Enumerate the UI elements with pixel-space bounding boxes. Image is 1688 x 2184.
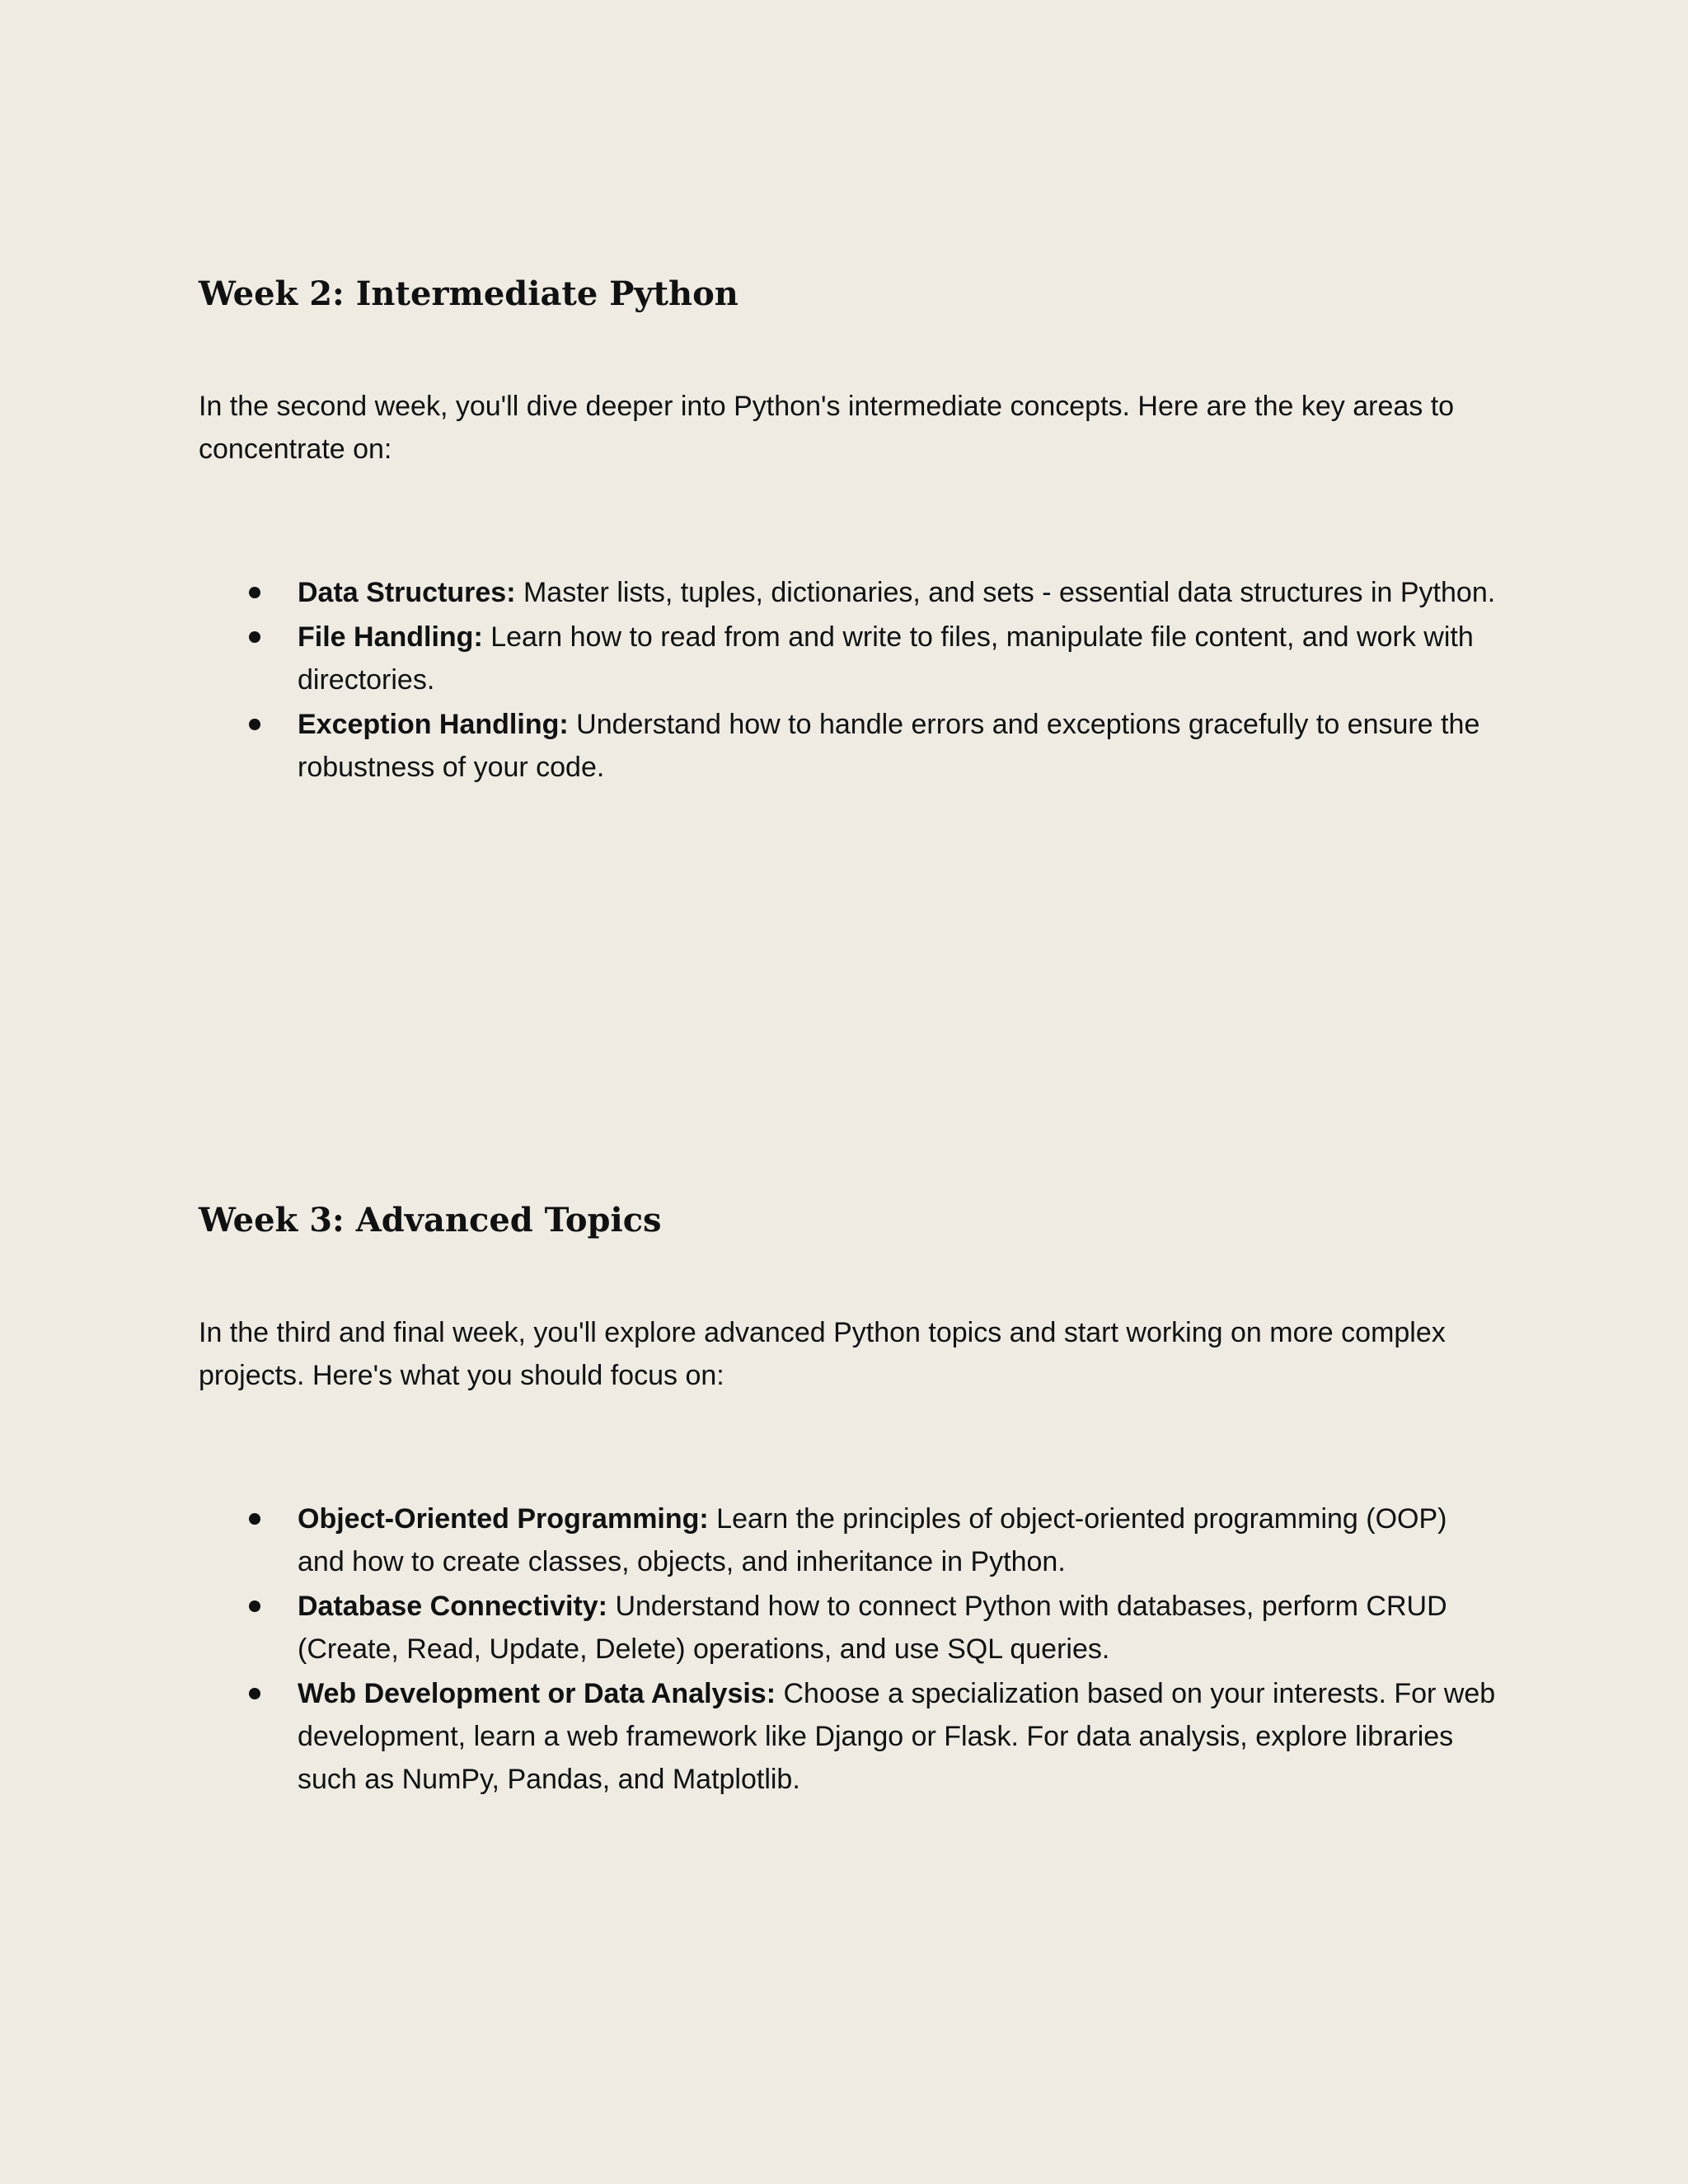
item-text: Understand how to handle errors and exceptions gracefully to ensure the robustness of your code. <box>298 709 1480 783</box>
section-heading: Week 2: Intermediate Python <box>199 274 738 313</box>
item-term: Object-Oriented Programming: <box>298 1503 709 1535</box>
item-term: Database Connectivity: <box>298 1591 607 1622</box>
list-item <box>199 571 1501 614</box>
bullet-icon <box>249 1688 260 1699</box>
section-heading: Week 3: Advanced Topics <box>199 1201 662 1240</box>
list-item <box>199 703 1501 789</box>
item-text: Learn the principles of object-oriented programming (OOP) and how to create classes, objects, and inheritance in Python. <box>298 1503 1447 1577</box>
section-intro: In the second week, you'll dive deeper into Python's intermediate concepts. Here are the key areas to concentrate on: <box>199 391 1455 465</box>
bullet-icon <box>249 1513 260 1525</box>
week-2-section <box>199 268 1501 790</box>
bullet-list <box>199 1497 1501 1801</box>
item-text: Understand how to connect Python with databases, perform CRUD (Create, Read, Update, Delete) operations, and use SQL queries. <box>298 1591 1447 1665</box>
list-item <box>199 1585 1501 1671</box>
item-term: File Handling: <box>298 621 483 653</box>
section-intro: In the third and final week, you'll explore advanced Python topics and start working on more complex projects. Here's what you should focus on: <box>199 1317 1446 1391</box>
bullet-icon <box>249 1601 260 1612</box>
bullet-icon <box>249 719 260 730</box>
list-item <box>199 616 1501 701</box>
list-item <box>199 1497 1501 1583</box>
item-term: Web Development or Data Analysis: <box>298 1678 776 1709</box>
list-item <box>199 1672 1501 1801</box>
bullet-list <box>199 571 1501 789</box>
item-term: Data Structures: <box>298 577 516 608</box>
bullet-icon <box>249 587 260 598</box>
item-term: Exception Handling: <box>298 709 569 740</box>
week-3-section <box>199 1194 1501 1802</box>
bullet-icon <box>249 631 260 643</box>
item-text: Choose a specialization based on your interests. For web development, learn a web framework like Django or Flask. For data analysis, explore libraries such as NumPy, Pandas, and Matplotlib. <box>298 1678 1496 1795</box>
item-text: Learn how to read from and write to files, manipulate file content, and work with directories. <box>298 621 1474 696</box>
item-text: Master lists, tuples, dictionaries, and sets - essential data structures in Python. <box>515 577 1496 608</box>
